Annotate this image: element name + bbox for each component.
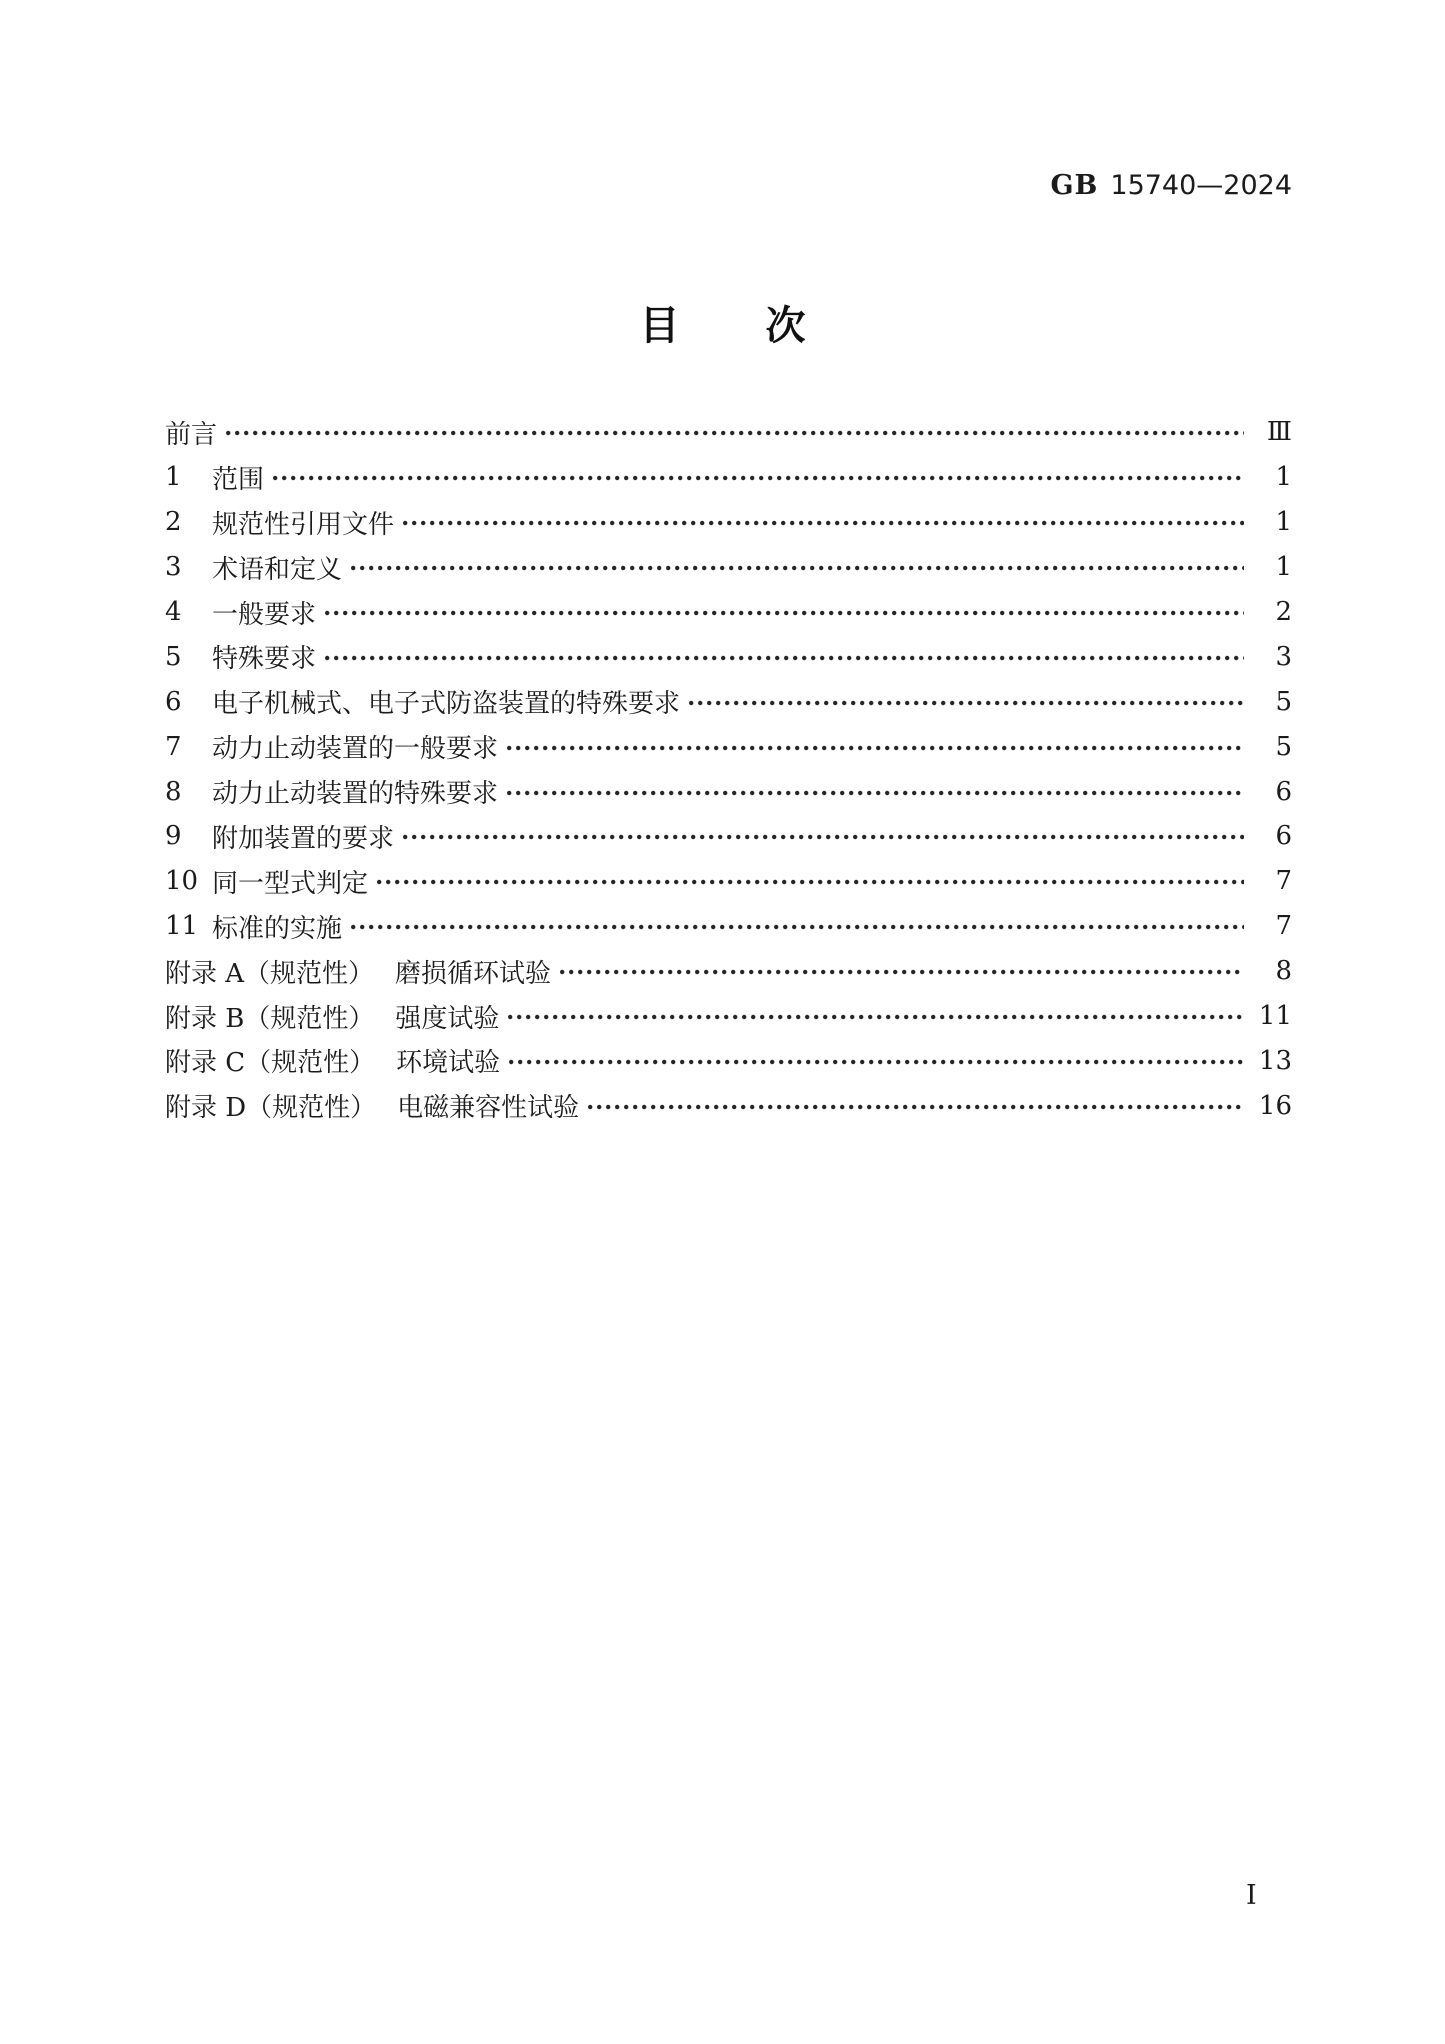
toc-entry-title: 标准的实施 xyxy=(212,913,343,944)
folio-page-number: I xyxy=(1246,1880,1257,1911)
toc-entry-page: 11 xyxy=(1258,1001,1292,1032)
toc-dot-leader xyxy=(351,565,1244,571)
toc-entry-title: 规范性引用文件 xyxy=(212,509,395,540)
toc-entry xyxy=(165,410,1292,455)
toc-entry xyxy=(165,724,1292,769)
toc-entry xyxy=(165,590,1292,635)
toc-dot-leader xyxy=(403,520,1244,526)
toc-entry-title: 环境试验 xyxy=(396,1048,501,1079)
toc-entry-prefix: 附录 B（规范性） xyxy=(165,1003,375,1034)
toc-entry-title: 动力止动装置的特殊要求 xyxy=(212,779,499,810)
toc-entry xyxy=(165,859,1292,904)
toc-entry-page: 2 xyxy=(1275,597,1292,627)
toc-entry xyxy=(165,634,1292,679)
toc-entry-page: 13 xyxy=(1258,1045,1292,1076)
toc-entry-page: Ⅲ xyxy=(1266,417,1292,448)
toc-entry-number: 11 xyxy=(165,911,199,942)
toc-entry-title: 范围 xyxy=(212,464,265,495)
toc-dot-leader xyxy=(351,924,1244,930)
toc-entry-title: 附加装置的要求 xyxy=(212,823,395,854)
toc-entry-title: 动力止动装置的一般要求 xyxy=(212,734,499,765)
toc-dot-leader xyxy=(509,1059,1244,1065)
toc-entry xyxy=(165,455,1292,500)
toc-entry-title: 磨损循环试验 xyxy=(395,958,552,989)
toc-entry-page: 5 xyxy=(1275,731,1292,762)
toc-entry xyxy=(165,1083,1292,1128)
toc-entry-title: 特殊要求 xyxy=(212,644,317,675)
toc-entry-page: 16 xyxy=(1258,1090,1292,1121)
toc-dot-leader xyxy=(226,430,1244,436)
toc-entry xyxy=(165,679,1292,724)
toc-entry-page: 1 xyxy=(1275,552,1292,583)
toc-entry-page: 7 xyxy=(1275,866,1292,897)
toc-entry-prefix: 附录 D（规范性） xyxy=(165,1093,377,1124)
standard-code-prefix: GB xyxy=(1050,170,1099,201)
toc-entry-page: 1 xyxy=(1275,507,1292,538)
toc-entry-title: 电子机械式、电子式防盗装置的特殊要求 xyxy=(212,689,681,720)
standard-code xyxy=(1051,170,1293,201)
table-of-contents xyxy=(165,410,1292,1128)
toc-entry-page: 3 xyxy=(1275,641,1292,672)
toc-entry-number: 5 xyxy=(165,641,182,672)
toc-entry xyxy=(165,904,1292,949)
toc-entry-page: 6 xyxy=(1275,776,1292,807)
page-title xyxy=(0,294,1445,351)
toc-dot-leader xyxy=(560,969,1244,975)
toc-entry xyxy=(165,545,1292,590)
toc-dot-leader xyxy=(507,745,1244,751)
toc-entry xyxy=(165,994,1292,1039)
toc-entry-title: 电磁兼容性试验 xyxy=(397,1093,580,1124)
toc-entry-prefix: 附录 C（规范性） xyxy=(165,1048,376,1079)
toc-entry-prefix: 附录 A（规范性） xyxy=(165,958,375,989)
toc-entry-number: 9 xyxy=(165,821,182,852)
toc-entry-number: 3 xyxy=(165,552,182,583)
toc-entry-title: 强度试验 xyxy=(395,1003,500,1034)
toc-entry-page: 5 xyxy=(1275,686,1292,717)
toc-entry xyxy=(165,1038,1292,1083)
toc-entry-number: 10 xyxy=(165,866,199,897)
toc-entry-number: 6 xyxy=(165,686,182,717)
toc-dot-leader xyxy=(403,834,1244,840)
toc-dot-leader xyxy=(377,879,1244,885)
toc-dot-leader xyxy=(325,610,1244,616)
toc-entry-page: 8 xyxy=(1275,956,1292,987)
toc-entry-number: 2 xyxy=(165,507,182,538)
toc-entry xyxy=(165,769,1292,814)
toc-dot-leader xyxy=(273,475,1244,481)
page-title-text: 目次 xyxy=(639,303,892,349)
toc-entry xyxy=(165,500,1292,545)
toc-entry-page: 7 xyxy=(1275,911,1292,942)
toc-entry-title: 前言 xyxy=(165,419,218,450)
toc-dot-leader xyxy=(588,1104,1244,1110)
standard-code-number: 15740—2024 xyxy=(1110,170,1292,201)
toc-dot-leader xyxy=(507,790,1244,796)
toc-entry-number: 7 xyxy=(165,731,182,762)
toc-entry-title: 同一型式判定 xyxy=(212,868,369,899)
toc-entry-number: 1 xyxy=(165,462,182,493)
toc-dot-leader xyxy=(689,700,1244,706)
toc-entry xyxy=(165,814,1292,859)
toc-entry-title: 一般要求 xyxy=(212,599,317,630)
toc-entry-page: 6 xyxy=(1275,821,1292,852)
toc-dot-leader xyxy=(325,655,1244,661)
toc-entry-page: 1 xyxy=(1275,462,1292,493)
toc-entry xyxy=(165,949,1292,994)
toc-entry-number: 8 xyxy=(165,776,182,807)
toc-entry-number: 4 xyxy=(165,597,182,627)
toc-dot-leader xyxy=(508,1014,1244,1020)
toc-entry-title: 术语和定义 xyxy=(212,554,343,585)
